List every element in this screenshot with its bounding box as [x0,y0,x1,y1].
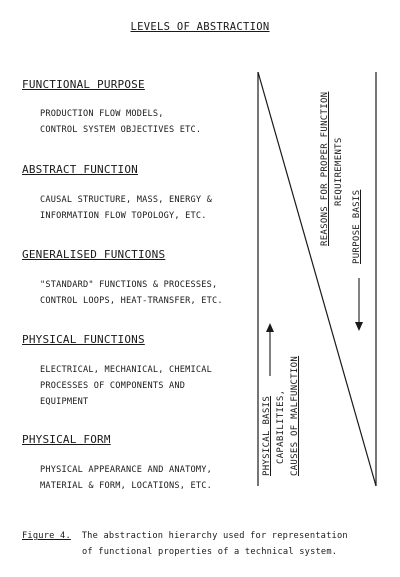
desc-line: ELECTRICAL, MECHANICAL, CHEMICAL [40,365,212,375]
caption-line-2: of functional properties of a technical system. [82,547,338,557]
label-reasons-for-proper-function: REASONS FOR PROPER FUNCTION [320,91,330,246]
level-heading-physical-functions: PHYSICAL FUNCTIONS [22,333,145,346]
desc-line: CONTROL SYSTEM OBJECTIVES ETC. [40,125,202,135]
level-heading-generalised-functions: GENERALISED FUNCTIONS [22,248,166,261]
label-requirements: REQUIREMENTS [334,137,344,206]
desc-line: PHYSICAL APPEARANCE AND ANATOMY, [40,465,212,475]
level-heading-abstract-function: ABSTRACT FUNCTION [22,163,138,176]
desc-line: EQUIPMENT [40,397,89,407]
figure-caption [22,528,348,560]
desc-line: INFORMATION FLOW TOPOLOGY, ETC. [40,211,207,221]
desc-line: MATERIAL & FORM, LOCATIONS, ETC. [40,481,212,491]
desc-line: PRODUCTION FLOW MODELS, [40,109,164,119]
label-physical-basis: PHYSICAL BASIS [262,395,272,476]
desc-line: PROCESSES OF COMPONENTS AND [40,381,186,391]
level-heading-functional-purpose: FUNCTIONAL PURPOSE [22,78,145,91]
desc-line: CONTROL LOOPS, HEAT-TRANSFER, ETC. [40,296,223,306]
arrow-up-icon [266,323,274,332]
desc-line: CAUSAL STRUCTURE, MASS, ENERGY & [40,195,212,205]
label-capabilities: CAPABILITIES, [276,389,286,464]
level-heading-physical-form: PHYSICAL FORM [22,433,111,446]
label-purpose-basis: PURPOSE BASIS [352,189,362,264]
label-causes-of-malfunction [290,356,300,476]
arrow-down-icon [355,322,363,331]
label-causes-text: CAUSES OF MALFUNCTION [290,355,300,476]
caption-figure-label: Figure 4. [22,531,71,541]
diagram-title: LEVELS OF ABSTRACTION [130,21,270,33]
caption-line-1: The abstraction hierarchy used for representation [81,531,348,541]
desc-line: "STANDARD" FUNCTIONS & PROCESSES, [40,280,218,290]
